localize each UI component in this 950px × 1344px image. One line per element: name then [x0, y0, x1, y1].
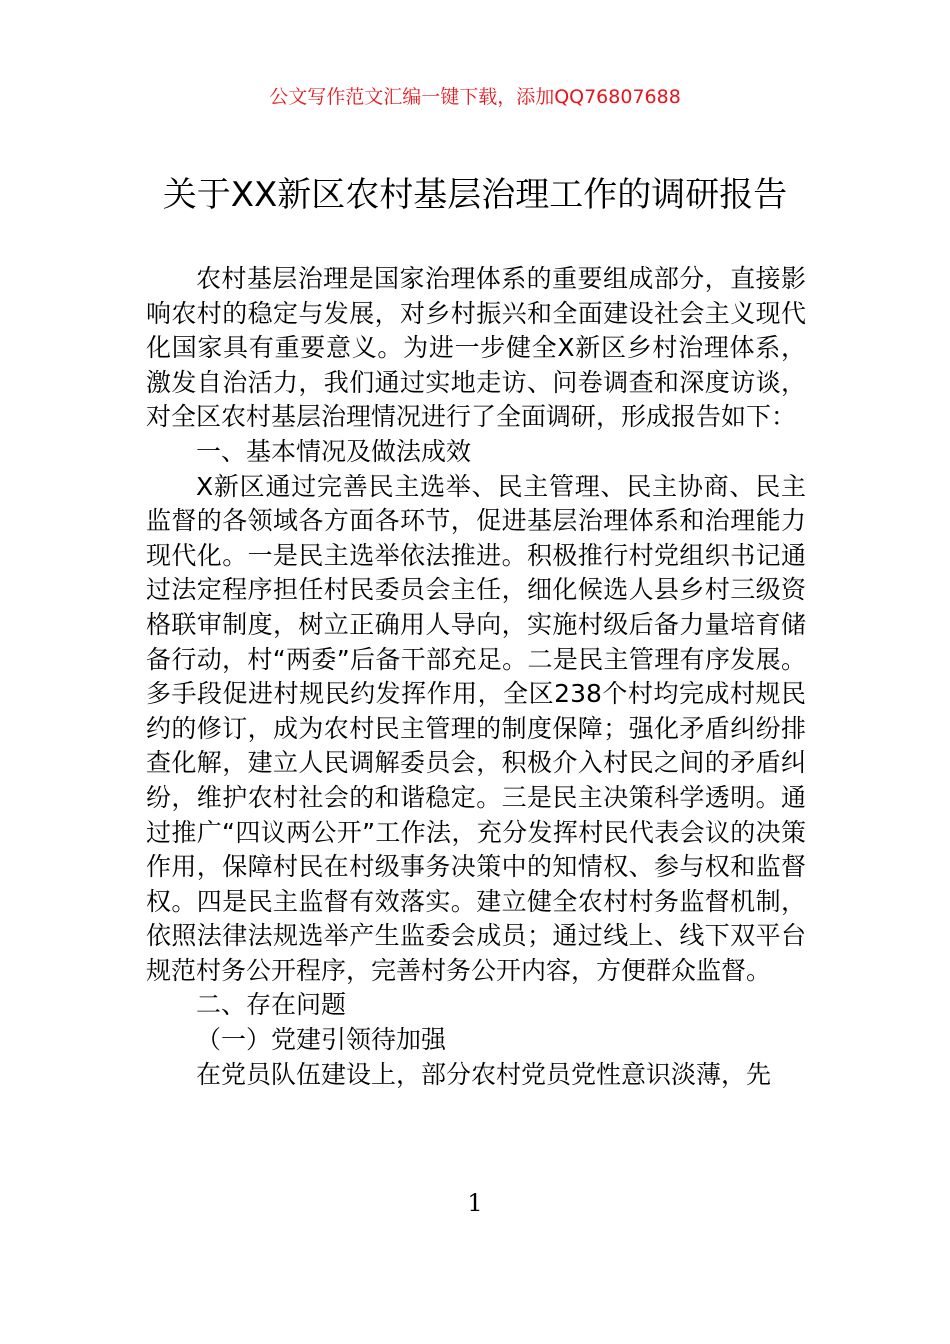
section-1-paragraph: X新区通过完善民主选举、民主管理、民主协商、民主监督的各领域各方面各环节，促进基层治理体系和治理能力现代化。一是民主选举依法推进。积极推行村党组织书记通过法定程序担任村民委员会主任，细化候选人县乡村三级资格联审制度，树立正确用人导向，实施村级后备力量培育储备行动，村“两委”后备干部充足。二是民主管理有序发展。多手段促进村规民约发挥作用，全区238个村均完成村规民约的修订，成为农村民主管理的制度保障；强化矛盾纠纷排查化解，建立人民调解委员会，积极介入村民之间的矛盾纠纷，维护农村社会的和谐稳定。三是民主决策科学透明。通过推广“四议两公开”工作法，充分发挥村民代表会议的决策作用，保障村民在村级事务决策中的知情权、参与权和监督权。四是民主监督有效落实。建立健全农村村务监督机制，依照法律法规选举产生监委会成员；通过线上、线下双平台规范村务公开程序，完善村务公开内容，方便群众监督。 [146, 471, 806, 985]
subsection-heading-1: （一）党建引领待加强 [196, 1025, 447, 1055]
page-number: 1 [467, 1189, 483, 1217]
section-heading-2: 二、存在问题 [196, 990, 347, 1020]
subsection-1-paragraph: 在党员队伍建设上，部分农村党员党性意识淡薄，先 [196, 1059, 772, 1089]
download-notice: 公文写作范文汇编一键下载，添加QQ76807688 [269, 86, 681, 108]
section-heading-1: 一、基本情况及做法成效 [196, 436, 472, 466]
intro-paragraph: 农村基层治理是国家治理体系的重要组成部分，直接影响农村的稳定与发展，对乡村振兴和全面建设社会主义现代化国家具有重要意义。为进一步健全X新区乡村治理体系，激发自治活力，我们通过实地走访、问卷调查和深度访谈，对全区农村基层治理情况进行了全面调研，形成报告如下： [146, 264, 806, 432]
document-body [146, 262, 806, 1092]
page-title: 关于XX新区农村基层治理工作的调研报告 [162, 175, 788, 215]
